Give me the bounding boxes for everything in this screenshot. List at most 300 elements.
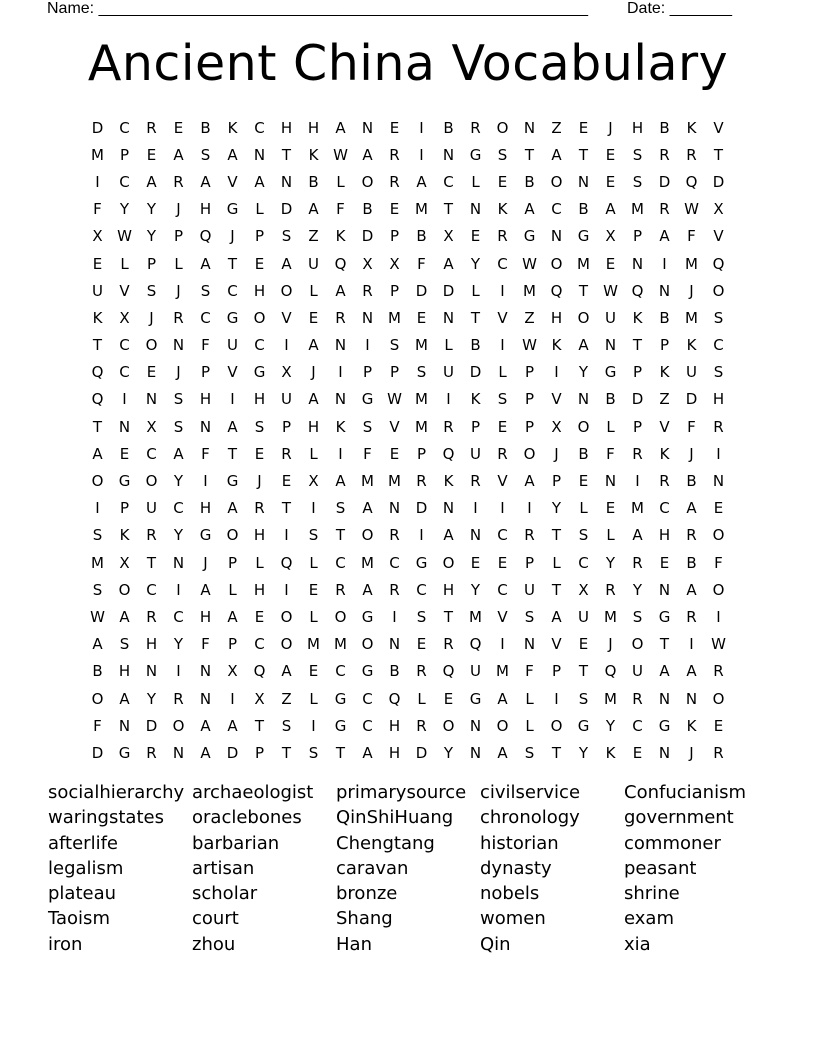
grid-letter[interactable]: E — [578, 635, 589, 654]
grid-letter[interactable]: L — [336, 172, 345, 191]
grid-letter[interactable]: V — [713, 227, 724, 246]
grid-letter[interactable]: L — [606, 417, 615, 436]
grid-letter[interactable]: D — [469, 363, 482, 382]
grid-letter[interactable]: J — [311, 363, 316, 382]
grid-letter[interactable]: P — [416, 444, 427, 463]
grid-letter[interactable]: L — [525, 689, 534, 708]
grid-letter[interactable]: A — [92, 444, 103, 463]
name-field[interactable]: Name: _______________________________________________________ — [47, 0, 588, 17]
grid-letter[interactable]: A — [497, 743, 508, 762]
grid-letter[interactable]: C — [713, 336, 724, 355]
grid-letter[interactable]: C — [119, 363, 130, 382]
grid-letter[interactable]: T — [227, 444, 238, 463]
grid-letter[interactable]: W — [684, 200, 699, 219]
grid-letter[interactable]: P — [254, 227, 265, 246]
grid-letter[interactable]: L — [606, 526, 615, 545]
grid-letter[interactable]: P — [119, 145, 130, 164]
grid-letter[interactable]: I — [419, 526, 424, 545]
grid-letter[interactable]: L — [552, 553, 561, 572]
grid-letter[interactable]: P — [524, 390, 535, 409]
grid-letter[interactable]: O — [172, 716, 185, 735]
grid-letter[interactable]: M — [415, 390, 428, 409]
grid-letter[interactable]: C — [578, 553, 589, 572]
grid-letter[interactable]: Q — [712, 254, 725, 273]
grid-letter[interactable]: X — [227, 662, 238, 681]
grid-letter[interactable]: C — [416, 580, 427, 599]
grid-letter[interactable]: P — [227, 553, 238, 572]
grid-letter[interactable]: E — [470, 553, 481, 572]
grid-letter[interactable]: X — [119, 553, 130, 572]
grid-letter[interactable]: V — [119, 281, 130, 300]
grid-letter[interactable]: N — [658, 689, 671, 708]
date-field[interactable]: Date: _______ — [627, 0, 732, 17]
grid-letter[interactable]: F — [687, 227, 696, 246]
grid-letter[interactable]: Y — [470, 254, 481, 273]
grid-letter[interactable]: R — [659, 200, 670, 219]
grid-letter[interactable]: E — [497, 172, 508, 191]
grid-letter[interactable]: A — [605, 200, 616, 219]
grid-letter[interactable]: X — [362, 254, 373, 273]
grid-letter[interactable]: O — [361, 635, 374, 654]
grid-letter[interactable]: J — [554, 444, 559, 463]
grid-letter[interactable]: J — [230, 227, 235, 246]
grid-letter[interactable]: I — [716, 607, 721, 626]
grid-letter[interactable]: A — [308, 200, 319, 219]
grid-letter[interactable]: R — [443, 417, 454, 436]
grid-letter[interactable]: G — [523, 227, 536, 246]
grid-letter[interactable]: E — [146, 145, 157, 164]
grid-letter[interactable]: K — [227, 118, 238, 137]
grid-letter[interactable]: G — [361, 607, 374, 626]
grid-letter[interactable]: T — [659, 635, 670, 654]
grid-letter[interactable]: S — [632, 607, 643, 626]
grid-letter[interactable]: O — [280, 635, 293, 654]
grid-letter[interactable]: N — [145, 390, 158, 409]
grid-letter[interactable]: P — [281, 417, 292, 436]
grid-letter[interactable]: U — [470, 444, 481, 463]
grid-letter[interactable]: W — [522, 336, 537, 355]
grid-letter[interactable]: T — [92, 417, 103, 436]
grid-letter[interactable]: H — [118, 662, 131, 681]
grid-letter[interactable]: B — [200, 118, 211, 137]
grid-letter[interactable]: O — [712, 281, 725, 300]
grid-letter[interactable]: N — [469, 200, 482, 219]
grid-letter[interactable]: C — [362, 716, 373, 735]
grid-letter[interactable]: O — [577, 308, 590, 327]
grid-letter[interactable]: N — [361, 118, 374, 137]
grid-letter[interactable]: T — [578, 281, 589, 300]
grid-letter[interactable]: A — [686, 580, 697, 599]
grid-letter[interactable]: M — [415, 200, 428, 219]
grid-letter[interactable]: R — [470, 118, 481, 137]
grid-letter[interactable]: S — [281, 716, 292, 735]
grid-letter[interactable]: G — [658, 607, 671, 626]
grid-letter[interactable]: Y — [578, 363, 589, 382]
grid-letter[interactable]: X — [254, 689, 265, 708]
grid-letter[interactable]: P — [389, 363, 400, 382]
grid-letter[interactable]: R — [659, 145, 670, 164]
grid-letter[interactable]: L — [309, 281, 318, 300]
grid-letter[interactable]: Q — [280, 553, 293, 572]
grid-letter[interactable]: I — [284, 526, 289, 545]
grid-letter[interactable]: S — [632, 145, 643, 164]
grid-letter[interactable]: E — [605, 145, 616, 164]
grid-letter[interactable]: A — [335, 281, 346, 300]
grid-letter[interactable]: Y — [578, 743, 589, 762]
grid-letter[interactable]: G — [469, 689, 482, 708]
grid-letter[interactable]: P — [173, 227, 184, 246]
grid-letter[interactable]: O — [145, 336, 158, 355]
grid-letter[interactable]: Y — [605, 716, 616, 735]
grid-letter[interactable]: R — [389, 526, 400, 545]
grid-letter[interactable]: O — [550, 716, 563, 735]
grid-letter[interactable]: S — [713, 308, 724, 327]
grid-letter[interactable]: G — [199, 526, 212, 545]
grid-letter[interactable]: T — [551, 526, 562, 545]
grid-letter[interactable]: R — [416, 662, 427, 681]
grid-letter[interactable]: B — [659, 308, 670, 327]
grid-letter[interactable]: O — [118, 580, 131, 599]
grid-letter[interactable]: H — [253, 580, 266, 599]
grid-letter[interactable]: I — [473, 499, 478, 518]
grid-letter[interactable]: A — [659, 227, 670, 246]
grid-letter[interactable]: I — [176, 662, 181, 681]
grid-letter[interactable]: E — [254, 444, 265, 463]
grid-letter[interactable]: T — [551, 743, 562, 762]
grid-letter[interactable]: P — [389, 281, 400, 300]
grid-letter[interactable]: E — [308, 308, 319, 327]
grid-letter[interactable]: R — [632, 553, 643, 572]
grid-letter[interactable]: V — [659, 417, 670, 436]
grid-letter[interactable]: P — [659, 336, 670, 355]
grid-letter[interactable]: M — [523, 281, 536, 300]
grid-letter[interactable]: E — [389, 118, 400, 137]
grid-letter[interactable]: B — [659, 118, 670, 137]
grid-letter[interactable]: U — [227, 336, 238, 355]
grid-letter[interactable]: O — [253, 308, 266, 327]
grid-letter[interactable]: F — [201, 444, 210, 463]
grid-letter[interactable]: N — [658, 580, 671, 599]
grid-letter[interactable]: P — [524, 417, 535, 436]
grid-letter[interactable]: N — [334, 390, 347, 409]
grid-letter[interactable]: I — [122, 390, 127, 409]
grid-letter[interactable]: P — [119, 499, 130, 518]
grid-letter[interactable]: A — [200, 254, 211, 273]
grid-letter[interactable]: C — [362, 689, 373, 708]
grid-letter[interactable]: T — [254, 716, 265, 735]
grid-letter[interactable]: J — [176, 200, 181, 219]
grid-letter[interactable]: I — [419, 118, 424, 137]
grid-letter[interactable]: R — [389, 580, 400, 599]
grid-letter[interactable]: J — [608, 118, 613, 137]
grid-letter[interactable]: B — [605, 390, 616, 409]
grid-letter[interactable]: I — [635, 472, 640, 491]
grid-letter[interactable]: K — [497, 200, 508, 219]
grid-letter[interactable]: E — [308, 580, 319, 599]
grid-letter[interactable]: A — [524, 472, 535, 491]
grid-letter[interactable]: V — [281, 308, 292, 327]
grid-letter[interactable]: L — [471, 281, 480, 300]
grid-letter[interactable]: R — [146, 118, 157, 137]
grid-letter[interactable]: D — [685, 390, 698, 409]
grid-letter[interactable]: X — [308, 472, 319, 491]
grid-letter[interactable]: N — [172, 743, 185, 762]
grid-letter[interactable]: R — [659, 472, 670, 491]
grid-letter[interactable]: A — [497, 689, 508, 708]
grid-letter[interactable]: B — [470, 336, 481, 355]
grid-letter[interactable]: T — [281, 145, 292, 164]
grid-letter[interactable]: Z — [308, 227, 319, 246]
grid-letter[interactable]: R — [281, 444, 292, 463]
grid-letter[interactable]: E — [497, 553, 508, 572]
grid-letter[interactable]: E — [173, 118, 184, 137]
grid-letter[interactable]: P — [470, 417, 481, 436]
grid-letter[interactable]: Y — [605, 553, 616, 572]
grid-letter[interactable]: Y — [443, 743, 454, 762]
grid-letter[interactable]: H — [145, 635, 158, 654]
grid-letter[interactable]: S — [416, 363, 427, 382]
grid-letter[interactable]: N — [523, 635, 536, 654]
grid-letter[interactable]: P — [632, 417, 643, 436]
grid-letter[interactable]: I — [230, 390, 235, 409]
grid-letter[interactable]: I — [500, 635, 505, 654]
grid-letter[interactable]: E — [497, 417, 508, 436]
grid-letter[interactable]: I — [284, 336, 289, 355]
grid-letter[interactable]: A — [92, 635, 103, 654]
grid-letter[interactable]: H — [307, 417, 320, 436]
grid-letter[interactable]: A — [362, 743, 373, 762]
grid-letter[interactable]: I — [95, 172, 100, 191]
grid-letter[interactable]: I — [365, 336, 370, 355]
grid-letter[interactable]: S — [497, 390, 508, 409]
grid-letter[interactable]: D — [91, 118, 104, 137]
grid-letter[interactable]: N — [118, 716, 131, 735]
grid-letter[interactable]: O — [523, 444, 536, 463]
grid-letter[interactable]: A — [362, 145, 373, 164]
grid-letter[interactable]: F — [93, 200, 102, 219]
grid-letter[interactable]: W — [333, 145, 348, 164]
grid-letter[interactable]: N — [199, 417, 212, 436]
grid-letter[interactable]: T — [335, 526, 346, 545]
grid-letter[interactable]: S — [497, 145, 508, 164]
grid-letter[interactable]: I — [446, 390, 451, 409]
grid-letter[interactable]: H — [658, 526, 671, 545]
grid-letter[interactable]: I — [176, 580, 181, 599]
grid-letter[interactable]: F — [417, 254, 426, 273]
grid-letter[interactable]: S — [389, 336, 400, 355]
grid-letter[interactable]: E — [605, 499, 616, 518]
grid-letter[interactable]: C — [119, 336, 130, 355]
grid-letter[interactable]: E — [389, 200, 400, 219]
grid-letter[interactable]: R — [605, 580, 616, 599]
grid-letter[interactable]: J — [149, 308, 154, 327]
grid-letter[interactable]: S — [254, 417, 265, 436]
grid-letter[interactable]: A — [443, 254, 454, 273]
grid-letter[interactable]: X — [605, 227, 616, 246]
grid-letter[interactable]: X — [578, 580, 589, 599]
grid-letter[interactable]: O — [550, 172, 563, 191]
grid-letter[interactable]: R — [389, 172, 400, 191]
grid-letter[interactable]: J — [203, 553, 208, 572]
grid-letter[interactable]: Q — [685, 172, 698, 191]
grid-letter[interactable]: B — [389, 662, 400, 681]
grid-letter[interactable]: R — [146, 526, 157, 545]
grid-letter[interactable]: B — [686, 472, 697, 491]
grid-letter[interactable]: O — [712, 689, 725, 708]
grid-letter[interactable]: D — [442, 281, 455, 300]
grid-letter[interactable]: A — [227, 145, 238, 164]
grid-letter[interactable]: A — [119, 607, 130, 626]
grid-letter[interactable]: A — [227, 607, 238, 626]
grid-letter[interactable]: W — [387, 390, 402, 409]
grid-letter[interactable]: H — [280, 118, 293, 137]
grid-letter[interactable]: A — [335, 118, 346, 137]
grid-letter[interactable]: L — [255, 200, 264, 219]
grid-letter[interactable]: P — [362, 363, 373, 382]
grid-letter[interactable]: V — [551, 390, 562, 409]
grid-letter[interactable]: M — [388, 472, 401, 491]
grid-letter[interactable]: A — [443, 526, 454, 545]
grid-letter[interactable]: X — [281, 363, 292, 382]
grid-letter[interactable]: N — [712, 472, 725, 491]
grid-letter[interactable]: U — [632, 662, 643, 681]
grid-letter[interactable]: Y — [632, 580, 643, 599]
grid-letter[interactable]: S — [578, 689, 589, 708]
grid-letter[interactable]: I — [203, 472, 208, 491]
grid-letter[interactable]: O — [334, 607, 347, 626]
grid-letter[interactable]: I — [284, 580, 289, 599]
grid-letter[interactable]: E — [713, 716, 724, 735]
grid-letter[interactable]: I — [500, 336, 505, 355]
grid-letter[interactable]: A — [551, 145, 562, 164]
grid-letter[interactable]: S — [524, 743, 535, 762]
grid-letter[interactable]: Y — [119, 200, 130, 219]
grid-letter[interactable]: O — [280, 607, 293, 626]
grid-letter[interactable]: D — [712, 172, 725, 191]
grid-letter[interactable]: C — [254, 635, 265, 654]
grid-letter[interactable]: O — [280, 281, 293, 300]
grid-letter[interactable]: O — [442, 553, 455, 572]
grid-letter[interactable]: N — [577, 172, 590, 191]
grid-letter[interactable]: L — [309, 553, 318, 572]
grid-letter[interactable]: M — [631, 200, 644, 219]
grid-letter[interactable]: Q — [334, 254, 347, 273]
grid-letter[interactable]: Q — [388, 689, 401, 708]
grid-letter[interactable]: F — [525, 662, 534, 681]
grid-letter[interactable]: J — [608, 635, 613, 654]
grid-letter[interactable]: C — [200, 308, 211, 327]
grid-letter[interactable]: T — [281, 743, 292, 762]
grid-letter[interactable]: O — [550, 254, 563, 273]
grid-letter[interactable]: O — [91, 689, 104, 708]
grid-letter[interactable]: S — [416, 607, 427, 626]
grid-letter[interactable]: N — [577, 390, 590, 409]
grid-letter[interactable]: R — [497, 444, 508, 463]
grid-letter[interactable]: C — [497, 580, 508, 599]
grid-letter[interactable]: B — [443, 118, 454, 137]
grid-letter[interactable]: H — [307, 118, 320, 137]
grid-letter[interactable]: N — [388, 499, 401, 518]
grid-letter[interactable]: M — [577, 254, 590, 273]
grid-letter[interactable]: Q — [442, 662, 455, 681]
grid-letter[interactable]: N — [604, 336, 617, 355]
grid-letter[interactable]: X — [551, 417, 562, 436]
grid-letter[interactable]: S — [119, 635, 130, 654]
grid-letter[interactable]: R — [173, 689, 184, 708]
grid-letter[interactable]: X — [713, 200, 724, 219]
grid-letter[interactable]: T — [578, 145, 589, 164]
grid-letter[interactable]: B — [578, 200, 589, 219]
grid-letter[interactable]: A — [200, 580, 211, 599]
grid-letter[interactable]: M — [604, 689, 617, 708]
grid-letter[interactable]: M — [91, 145, 104, 164]
grid-letter[interactable]: G — [226, 308, 239, 327]
grid-letter[interactable]: C — [173, 607, 184, 626]
grid-letter[interactable]: E — [659, 553, 670, 572]
grid-letter[interactable]: N — [469, 526, 482, 545]
grid-letter[interactable]: L — [525, 716, 534, 735]
grid-letter[interactable]: E — [605, 254, 616, 273]
grid-letter[interactable]: K — [632, 308, 643, 327]
grid-letter[interactable]: G — [226, 200, 239, 219]
grid-letter[interactable]: V — [497, 308, 508, 327]
grid-letter[interactable]: O — [145, 472, 158, 491]
grid-letter[interactable]: A — [308, 390, 319, 409]
grid-letter[interactable]: N — [199, 689, 212, 708]
grid-letter[interactable]: K — [335, 417, 346, 436]
grid-letter[interactable]: P — [227, 635, 238, 654]
grid-letter[interactable]: I — [554, 363, 559, 382]
grid-letter[interactable]: P — [551, 662, 562, 681]
grid-letter[interactable]: A — [173, 145, 184, 164]
grid-letter[interactable]: T — [551, 580, 562, 599]
grid-letter[interactable]: C — [146, 444, 157, 463]
grid-letter[interactable]: M — [496, 662, 509, 681]
grid-letter[interactable]: H — [442, 580, 455, 599]
grid-letter[interactable]: O — [361, 526, 374, 545]
grid-letter[interactable]: L — [255, 553, 264, 572]
grid-letter[interactable]: C — [254, 118, 265, 137]
grid-letter[interactable]: R — [335, 580, 346, 599]
grid-letter[interactable]: E — [119, 444, 130, 463]
grid-letter[interactable]: S — [308, 743, 319, 762]
grid-letter[interactable]: S — [578, 526, 589, 545]
grid-letter[interactable]: S — [281, 227, 292, 246]
grid-letter[interactable]: M — [685, 308, 698, 327]
grid-letter[interactable]: O — [496, 716, 509, 735]
grid-letter[interactable]: E — [146, 363, 157, 382]
grid-letter[interactable]: H — [253, 281, 266, 300]
grid-letter[interactable]: N — [550, 227, 563, 246]
grid-letter[interactable]: M — [361, 553, 374, 572]
grid-letter[interactable]: D — [658, 172, 671, 191]
grid-letter[interactable]: A — [686, 662, 697, 681]
grid-letter[interactable]: R — [497, 227, 508, 246]
grid-letter[interactable]: W — [117, 227, 132, 246]
grid-letter[interactable]: Y — [173, 635, 184, 654]
grid-letter[interactable]: J — [689, 444, 694, 463]
grid-letter[interactable]: I — [716, 444, 721, 463]
grid-letter[interactable]: N — [280, 172, 293, 191]
grid-letter[interactable]: B — [92, 662, 103, 681]
grid-letter[interactable]: Y — [146, 200, 157, 219]
grid-letter[interactable]: T — [443, 200, 454, 219]
grid-letter[interactable]: W — [522, 254, 537, 273]
grid-letter[interactable]: H — [631, 118, 644, 137]
grid-letter[interactable]: A — [686, 499, 697, 518]
grid-letter[interactable]: Q — [550, 281, 563, 300]
grid-letter[interactable]: H — [253, 390, 266, 409]
